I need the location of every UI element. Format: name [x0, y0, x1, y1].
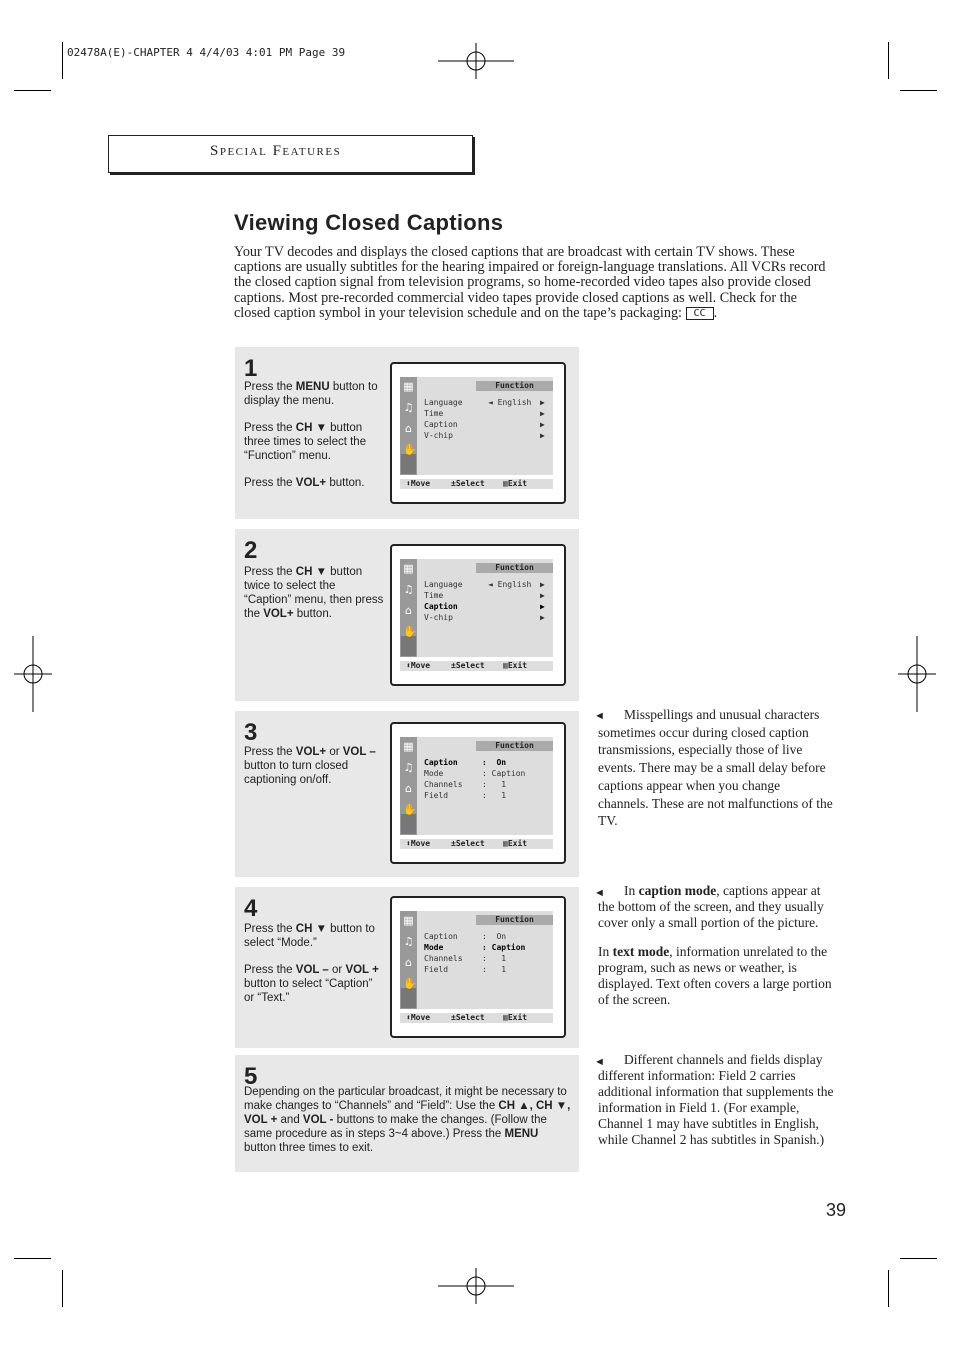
menu-item[interactable]	[424, 954, 552, 964]
menu-area	[400, 911, 553, 1009]
menu-icon-highlight	[401, 454, 416, 474]
instruction-line	[244, 476, 384, 490]
button-name: VOL+	[295, 746, 327, 758]
menu-item-label: Caption	[424, 420, 458, 429]
text-run: Press the	[244, 566, 296, 578]
instruction-line	[244, 1085, 572, 1155]
menu-item-label: Time	[424, 591, 444, 600]
menu-item-label: Channels	[424, 780, 463, 789]
move-icon: ⬍	[406, 661, 411, 670]
menu-icon-highlight	[401, 814, 416, 834]
note-paragraph	[598, 1052, 834, 1148]
menu-footer	[400, 839, 553, 849]
exit-hint	[503, 1013, 527, 1023]
menu-footer	[400, 479, 553, 489]
step-panel	[235, 711, 579, 877]
picture-icon[interactable]: ▦	[403, 562, 414, 575]
exit-icon: ▥	[503, 1013, 508, 1022]
note-paragraph	[598, 706, 834, 830]
intro-end: .	[713, 304, 718, 321]
footer-label: Move	[410, 839, 431, 848]
function-icon[interactable]: ✋	[403, 625, 417, 638]
menu-item[interactable]	[424, 613, 552, 623]
instruction-line	[244, 963, 384, 1005]
menu-tab-function: Function	[476, 741, 553, 751]
text-run: Press the	[244, 477, 296, 489]
menu-item-value: ◄ English	[488, 580, 532, 589]
intro-paragraph	[234, 245, 834, 321]
select-hint	[451, 661, 485, 671]
menu-icon-bar	[400, 377, 417, 475]
crop-mark	[900, 90, 937, 91]
tv-menu-screen	[390, 722, 566, 864]
footer-label: Exit	[507, 1013, 528, 1022]
picture-icon[interactable]: ▦	[403, 740, 414, 753]
crop-mark	[888, 42, 889, 79]
menu-area	[400, 377, 553, 475]
step-number: 2	[244, 537, 258, 564]
text-run: Depending on the particular broadcast, it might be necessary to make changes to “Channels” and “Field”: Use the	[244, 1086, 567, 1112]
text-run: buttons to make the changes. (Follow the same procedure as in steps 3~4 above.) Press the	[244, 1114, 547, 1140]
channel-icon[interactable]: ⌂	[405, 422, 412, 435]
exit-hint	[503, 479, 527, 489]
text-run: button.	[326, 477, 365, 489]
step-panel	[235, 529, 579, 701]
tv-menu-screen	[390, 896, 566, 1038]
step-number: 5	[244, 1063, 258, 1090]
button-name: CH ▼	[295, 923, 327, 935]
menu-item-value: ◄ English	[488, 398, 532, 407]
registration-mark-icon	[14, 636, 52, 712]
sound-icon[interactable]: ♫	[403, 935, 414, 948]
step-instructions	[244, 922, 384, 1018]
text-run: , captions appear at the bottom of the screen, and they usually cover only a small portion of the picture.	[598, 883, 824, 930]
print-slug: 02478A(E)-CHAPTER 4 4/4/03 4:01 PM Page 39	[67, 46, 346, 59]
move-hint	[406, 661, 430, 671]
menu-item[interactable]	[424, 591, 552, 601]
note-arrow-icon: ◄	[594, 1056, 605, 1068]
crop-mark	[62, 42, 63, 79]
text-run: or	[328, 964, 346, 976]
step-panel	[235, 347, 579, 519]
menu-icon-bar	[400, 911, 417, 1009]
button-name: MENU	[504, 1128, 539, 1140]
registration-mark-icon	[898, 636, 936, 712]
emphasis-term: text mode	[612, 944, 670, 959]
picture-icon[interactable]: ▦	[403, 380, 414, 393]
menu-item[interactable]	[424, 420, 552, 430]
menu-item-value: : 1	[482, 791, 507, 800]
emphasis-term: caption mode	[638, 883, 717, 898]
text-run: button to select “Caption” or “Text.”	[244, 978, 373, 1004]
menu-item[interactable]	[424, 943, 552, 953]
select-icon: ±	[451, 1013, 456, 1022]
menu-item[interactable]	[424, 580, 552, 590]
button-name: VOL -	[302, 1114, 334, 1126]
step-panel	[235, 887, 579, 1048]
menu-footer	[400, 661, 553, 671]
step-number: 3	[244, 719, 258, 746]
step-number: 1	[244, 355, 258, 382]
cc-symbol: CC	[686, 307, 714, 320]
text-run: Press the	[244, 923, 296, 935]
registration-mark-icon	[438, 1268, 514, 1304]
footer-label: Select	[455, 839, 485, 848]
text-run: and	[277, 1114, 303, 1126]
footer-label: Exit	[507, 479, 528, 488]
exit-icon: ▥	[503, 839, 508, 848]
button-name: CH ▼	[295, 422, 327, 434]
move-hint	[406, 479, 430, 489]
menu-item-label: Language	[424, 580, 463, 589]
instruction-line	[244, 745, 384, 787]
step-instructions	[244, 1085, 572, 1168]
footer-label: Move	[410, 479, 431, 488]
menu-footer	[400, 1013, 553, 1023]
menu-item[interactable]	[424, 780, 552, 790]
instruction-line	[244, 922, 384, 950]
note-paragraph	[598, 944, 834, 1008]
sound-icon[interactable]: ♫	[403, 401, 414, 414]
instruction-line	[244, 380, 384, 408]
menu-item[interactable]	[424, 769, 552, 779]
chevron-right-icon: ▶	[540, 613, 545, 622]
footer-label: Exit	[507, 661, 528, 670]
instruction-line	[244, 421, 384, 463]
text-run: In	[624, 883, 639, 898]
button-name: CH ▼	[295, 566, 327, 578]
step-instructions	[244, 745, 384, 800]
menu-item[interactable]	[424, 398, 552, 408]
side-note	[594, 883, 834, 1021]
text-run: button to select “Mode.”	[244, 923, 375, 949]
note-arrow-icon: ◄	[594, 710, 605, 722]
tv-menu-screen	[390, 362, 566, 504]
text-run: button.	[293, 608, 332, 620]
menu-area	[400, 559, 553, 657]
select-hint	[451, 1013, 485, 1023]
step-panel	[235, 1055, 579, 1172]
menu-item[interactable]	[424, 965, 552, 975]
footer-label: Move	[410, 661, 431, 670]
menu-item-label: Caption	[424, 758, 458, 767]
picture-icon[interactable]: ▦	[403, 914, 414, 927]
menu-tab-function: Function	[476, 915, 553, 925]
sound-icon[interactable]: ♫	[403, 583, 414, 596]
text-run: button three times to exit.	[244, 1142, 374, 1154]
footer-label: Select	[455, 479, 485, 488]
menu-item-value: : On	[482, 932, 507, 941]
footer-label: Select	[455, 1013, 485, 1022]
button-name: VOL+	[295, 477, 327, 489]
menu-item-label: Mode	[424, 769, 444, 778]
menu-item[interactable]	[424, 431, 552, 441]
menu-item[interactable]	[424, 932, 552, 942]
button-name: VOL –	[295, 964, 329, 976]
page-title: Viewing Closed Captions	[234, 210, 504, 235]
step-number: 4	[244, 895, 258, 922]
menu-item-label: Caption	[424, 932, 458, 941]
note-paragraph	[598, 883, 834, 931]
menu-item-label: Caption	[424, 602, 458, 611]
menu-item-value: : 1	[482, 780, 507, 789]
step-instructions	[244, 565, 384, 634]
chevron-right-icon: ▶	[540, 431, 545, 440]
button-name: CH ▲, CH ▼, VOL +	[244, 1100, 571, 1126]
text-run: Press the	[244, 964, 296, 976]
step-instructions	[244, 380, 384, 503]
exit-hint	[503, 661, 527, 671]
exit-icon: ▥	[503, 661, 508, 670]
exit-icon: ▥	[503, 479, 508, 488]
section-title: Special Features	[210, 143, 342, 159]
menu-item-label: Time	[424, 409, 444, 418]
menu-item-value: : On	[482, 758, 507, 767]
menu-item-value: : 1	[482, 965, 507, 974]
select-hint	[451, 479, 485, 489]
channel-icon[interactable]: ⌂	[405, 956, 412, 969]
menu-tab-function: Function	[476, 563, 553, 573]
crop-mark	[14, 90, 51, 91]
text-run: Different channels and fields display different information: Field 2 carries additional information that supplements the information in Field 1. (For example, Channel 1 may have subtitles in English, while Channel 2 has subtitles in Spanish.)	[598, 1052, 834, 1147]
menu-icon-bar	[400, 737, 417, 835]
chevron-right-icon: ▶	[540, 420, 545, 429]
move-icon: ⬍	[406, 839, 411, 848]
move-icon: ⬍	[406, 1013, 411, 1022]
menu-item-label: V-chip	[424, 613, 453, 622]
menu-item-label: Field	[424, 965, 449, 974]
button-name: VOL +	[345, 964, 379, 976]
chevron-right-icon: ▶	[540, 398, 545, 407]
menu-item[interactable]	[424, 409, 552, 419]
function-icon[interactable]: ✋	[403, 443, 417, 456]
text-run: button three times to select the “Function” menu.	[244, 422, 367, 462]
note-arrow-icon: ◄	[594, 887, 605, 899]
chevron-right-icon: ▶	[540, 602, 545, 611]
crop-mark	[14, 1258, 51, 1259]
text-run: button twice to select the “Caption” menu, then press the	[244, 566, 384, 620]
select-icon: ±	[451, 661, 456, 670]
footer-label: Exit	[507, 839, 528, 848]
sound-icon[interactable]: ♫	[403, 761, 414, 774]
page-number: 39	[826, 1200, 847, 1220]
text-run: button to display the menu.	[244, 381, 378, 407]
function-icon[interactable]: ✋	[403, 977, 417, 990]
menu-item[interactable]	[424, 758, 552, 768]
menu-item-label: Mode	[424, 943, 444, 952]
menu-item-label: Field	[424, 791, 449, 800]
text-run: or	[326, 746, 343, 758]
select-hint	[451, 839, 485, 849]
select-icon: ±	[451, 839, 456, 848]
function-icon[interactable]: ✋	[403, 803, 417, 816]
menu-tab-function: Function	[476, 381, 553, 391]
instruction-line	[244, 565, 384, 621]
menu-item-value: : 1	[482, 954, 507, 963]
menu-item[interactable]	[424, 602, 552, 612]
move-hint	[406, 839, 430, 849]
move-icon: ⬍	[406, 479, 411, 488]
menu-item-label: V-chip	[424, 431, 453, 440]
text-run: Misspellings and unusual characters sometimes occur during closed caption transmissions, especially those of live events. There may be a small delay before captions appear when you change channels. These are not malfunctions of the TV.	[598, 707, 833, 829]
side-note	[594, 1052, 834, 1161]
footer-label: Select	[455, 661, 485, 670]
crop-mark	[888, 1270, 889, 1307]
menu-area	[400, 737, 553, 835]
text-run: In	[598, 944, 613, 959]
tv-menu-screen	[390, 544, 566, 686]
text-run: button to turn closed captioning on/off.	[244, 760, 349, 786]
move-hint	[406, 1013, 430, 1023]
crop-mark	[62, 1270, 63, 1307]
menu-icon-highlight	[401, 636, 416, 656]
chevron-right-icon: ▶	[540, 580, 545, 589]
text-run: Press the	[244, 746, 296, 758]
channel-icon[interactable]: ⌂	[405, 604, 412, 617]
menu-icon-highlight	[401, 988, 416, 1008]
menu-icon-bar	[400, 559, 417, 657]
exit-hint	[503, 839, 527, 849]
menu-item[interactable]	[424, 791, 552, 801]
text-run: Press the	[244, 422, 296, 434]
registration-mark-icon	[438, 43, 514, 79]
menu-item-label: Channels	[424, 954, 463, 963]
button-name: VOL –	[342, 746, 376, 758]
channel-icon[interactable]: ⌂	[405, 782, 412, 795]
footer-label: Move	[410, 1013, 431, 1022]
menu-item-value: : Caption	[482, 769, 526, 778]
crop-mark	[900, 1258, 937, 1259]
chevron-right-icon: ▶	[540, 591, 545, 600]
chevron-right-icon: ▶	[540, 409, 545, 418]
select-icon: ±	[451, 479, 456, 488]
intro-text: Your TV decodes and displays the closed captions that are broadcast with certain TV shows. These captions are usually subtitles for the hearing impaired or foreign-language translations. All VCRs record the closed caption signal from television programs, so home-recorded video tapes also provide closed captions. Most pre-recorded commercial video tapes provide closed captions as well. Check for the closed caption symbol in your television schedule and on the tape’s packaging:	[234, 244, 826, 321]
side-note	[594, 706, 834, 843]
menu-item-label: Language	[424, 398, 463, 407]
text-run: , information unrelated to the program, such as news or weather, is displayed. Text often covers a large portion of the screen.	[598, 944, 832, 1007]
button-name: VOL+	[263, 608, 294, 620]
menu-item-value: : Caption	[482, 943, 526, 952]
button-name: MENU	[295, 381, 330, 393]
text-run: Press the	[244, 381, 296, 393]
